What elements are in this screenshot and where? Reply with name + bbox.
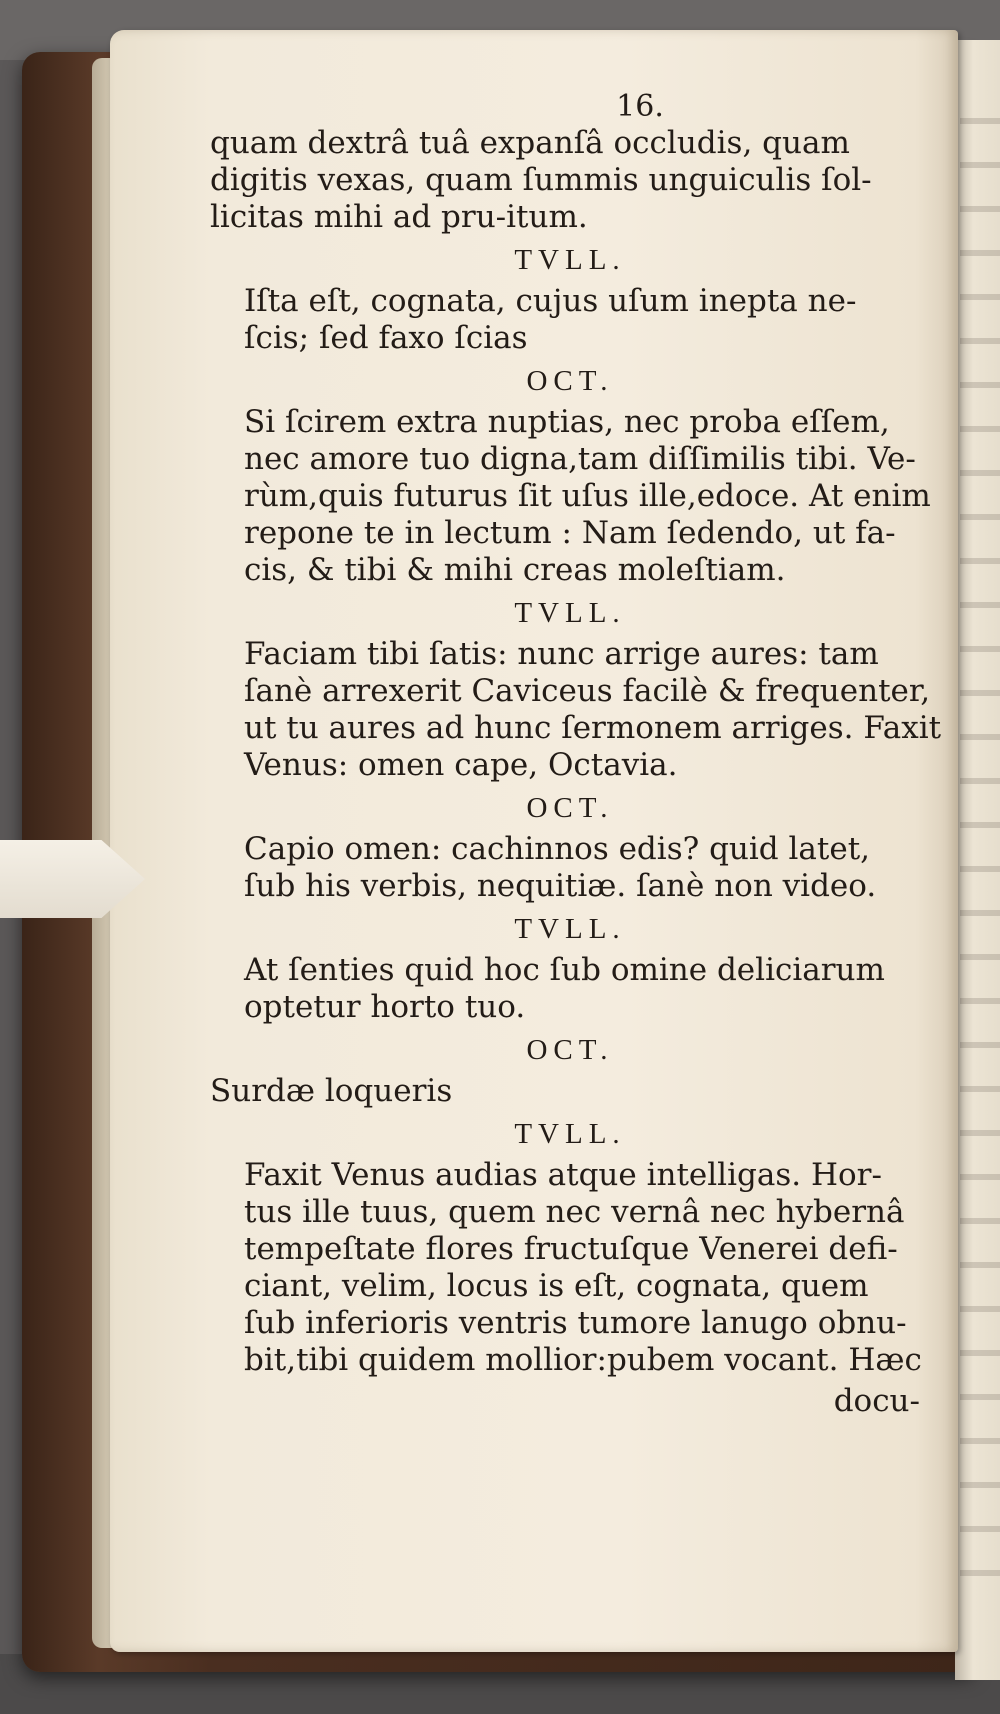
text-line: Venus: omen cape, Octavia.: [244, 747, 678, 783]
text-line: bit,tibi quidem mollior:pubem vocant. Hæc: [244, 1342, 922, 1378]
text-line: rùm,quis futurus ſit uſus ille,edoce. At enim: [244, 478, 931, 514]
paragraph: [210, 952, 930, 1026]
text-line: optetur horto tuo.: [244, 989, 526, 1025]
text-line: nec amore tuo digna,tam diſſimilis tibi. Ve-: [244, 441, 916, 477]
text-line: ſub inferioris ventris tumore lanugo obnu-: [244, 1305, 907, 1341]
facing-page-text-shadow: [960, 80, 1000, 1580]
text-line: Iſta eſt, cognata, cujus uſum inepta ne-: [244, 283, 857, 319]
text-line: licitas mihi ad pru-itum.: [210, 199, 588, 235]
speaker-heading: TVLL.: [514, 597, 626, 629]
paragraph: [210, 125, 930, 236]
paragraph: [210, 636, 942, 784]
text-line: ſcis; ſed faxo ſcias: [244, 320, 528, 356]
speaker-heading: OCT.: [526, 792, 614, 824]
catchword: docu-: [833, 1383, 920, 1419]
paragraph: [210, 283, 930, 357]
speaker-heading: TVLL.: [514, 913, 626, 945]
speaker-heading: TVLL.: [514, 244, 626, 276]
text-line: tus ille tuus, quem nec vernâ nec hybernâ: [244, 1194, 905, 1230]
text-line: quam dextrâ tuâ expanſâ occludis, quam: [210, 125, 850, 161]
text-line: Capio omen: cachinnos edis? quid latet,: [244, 831, 871, 867]
text-line: tempeſtate flores fructuſque Venerei defi-: [244, 1231, 898, 1267]
paragraph: [210, 1157, 930, 1379]
text-line: Faxit Venus audias atque intelligas. Hor-: [244, 1157, 882, 1193]
speaker-heading: OCT.: [526, 1034, 614, 1066]
text-line: ut tu aures ad hunc ſermonem arriges. Faxit: [244, 710, 942, 746]
speaker-heading: TVLL.: [514, 1118, 626, 1150]
text-blocks: [210, 125, 942, 1379]
paragraph: [210, 1073, 930, 1110]
text-line: Si ſcirem extra nuptias, nec proba eſſem,: [244, 404, 890, 440]
text-line: ciant, velim, locus is eſt, cognata, quem: [244, 1268, 869, 1304]
paragraph: [210, 404, 930, 589]
text-line: ſanè arrexerit Caviceus facilè & frequenter,: [244, 673, 931, 709]
text-line: digitis vexas, quam ſummis unguiculis ſol-: [210, 162, 872, 198]
text-line: At ſenties quid hoc ſub omine deliciarum: [244, 952, 885, 988]
text-line: ſub his verbis, nequitiæ. ſanè non video.: [244, 868, 877, 904]
page-number: 16.: [616, 89, 664, 124]
page-text: [210, 88, 942, 1420]
text-line: Faciam tibi ſatis: nunc arrige aures: tam: [244, 636, 879, 672]
text-line: Surdæ loqueris: [210, 1073, 453, 1109]
paragraph: [210, 831, 930, 905]
speaker-heading: OCT.: [526, 365, 614, 397]
text-line: cis, & tibi & mihi creas moleſtiam.: [244, 552, 786, 588]
text-line: repone te in lectum : Nam ſedendo, ut fa-: [244, 515, 896, 551]
